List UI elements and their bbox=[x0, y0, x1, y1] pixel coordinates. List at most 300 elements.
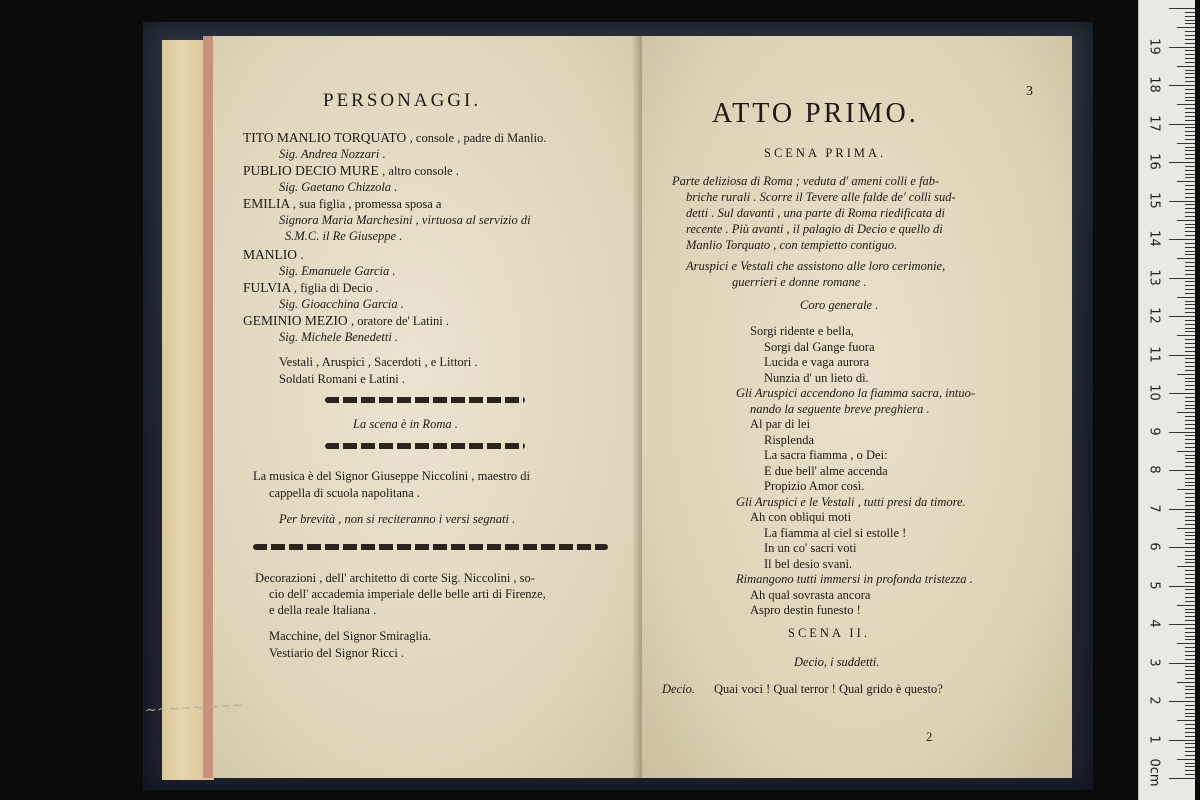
costumes-credit: Vestiario del Signor Ricci . bbox=[269, 646, 405, 660]
ruler-tick bbox=[1185, 112, 1195, 113]
ruler-tick bbox=[1185, 62, 1195, 63]
ruler-tick bbox=[1177, 335, 1195, 336]
act-title: ATTO PRIMO. bbox=[712, 98, 919, 129]
ruler-tick bbox=[1169, 509, 1195, 510]
ruler-tick bbox=[1177, 374, 1195, 375]
performer-continued: S.M.C. il Re Giuseppe . bbox=[285, 229, 403, 243]
ruler-tick bbox=[1185, 39, 1195, 40]
ruler-tick bbox=[1185, 339, 1195, 340]
ruler-tick bbox=[1185, 628, 1195, 629]
ruler-tick bbox=[1185, 193, 1195, 194]
setting-line: Parte deliziosa di Roma ; veduta d' ameni colli e fab- bbox=[672, 174, 940, 188]
ruler-tick bbox=[1185, 154, 1195, 155]
verse-line: Risplenda bbox=[764, 432, 814, 447]
ruler-tick bbox=[1185, 189, 1195, 190]
ruler-tick bbox=[1169, 393, 1195, 394]
ruler-tick bbox=[1185, 493, 1195, 494]
speech-line: Quai voci ! Qual terror ! Qual grido è questo? bbox=[714, 682, 943, 696]
measurement-ruler bbox=[1138, 0, 1195, 800]
ruler-tick bbox=[1177, 605, 1195, 606]
ruler-tick bbox=[1185, 485, 1195, 486]
ruler-tick bbox=[1185, 686, 1195, 687]
setting-note: La scena è in Roma . bbox=[353, 417, 458, 431]
ruler-tick bbox=[1185, 636, 1195, 637]
ruler-tick bbox=[1185, 35, 1195, 36]
ruler-tick bbox=[1169, 470, 1195, 471]
ruler-tick bbox=[1185, 462, 1195, 463]
cast-entry bbox=[243, 247, 304, 263]
cast-entry bbox=[243, 196, 441, 212]
ruler-tick bbox=[1185, 397, 1195, 398]
ruler-tick bbox=[1185, 439, 1195, 440]
left-page bbox=[203, 36, 655, 778]
ruler-tick bbox=[1185, 270, 1195, 271]
ruler-tick bbox=[1185, 732, 1195, 733]
verse-line: Aspro destin funesto ! bbox=[750, 603, 861, 617]
verse-line: Nunzia d' un lieto dì. bbox=[764, 370, 869, 385]
stage-direction: nando la seguente breve preghiera . bbox=[750, 401, 930, 416]
ruler-tick bbox=[1185, 743, 1195, 744]
music-credit-line: cappella di scuola napolitana . bbox=[269, 486, 420, 500]
ruler-tick bbox=[1185, 559, 1195, 560]
ruler-tick bbox=[1185, 570, 1195, 571]
ruler-tick bbox=[1185, 632, 1195, 633]
ruler-number: 10 bbox=[1146, 384, 1162, 401]
ruler-tick bbox=[1185, 716, 1195, 717]
ruler-tick bbox=[1185, 247, 1195, 248]
verse-line: Lucida e vaga aurora bbox=[764, 355, 870, 369]
ruler-tick bbox=[1185, 516, 1195, 517]
ruler-tick bbox=[1185, 120, 1195, 121]
ruler-tick bbox=[1185, 478, 1195, 479]
ruler-number: 18 bbox=[1146, 76, 1162, 93]
extras-line: Soldati Romani e Latini . bbox=[279, 372, 406, 386]
ruler-tick bbox=[1185, 328, 1195, 329]
character-name: PUBLIO DECIO MURE bbox=[243, 163, 379, 178]
ruler-tick bbox=[1185, 212, 1195, 213]
ruler-tick bbox=[1185, 108, 1195, 109]
decor-credit: e della reale Italiana . bbox=[269, 603, 377, 617]
performer: Signora Maria Marchesini , virtuosa al servizio di bbox=[279, 213, 531, 227]
ruler-tick bbox=[1185, 428, 1195, 429]
ruler-number: 4 bbox=[1146, 619, 1162, 628]
ruler-tick bbox=[1185, 43, 1195, 44]
ruler-tick bbox=[1185, 562, 1195, 563]
ruler-tick bbox=[1169, 547, 1195, 548]
ruler-tick bbox=[1185, 574, 1195, 575]
ruler-number: 7 bbox=[1146, 503, 1162, 513]
performer: Sig. Gaetano Chizzola . bbox=[279, 180, 398, 194]
ruler-tick bbox=[1185, 324, 1195, 325]
ruler-tick bbox=[1185, 81, 1195, 82]
ruler-tick bbox=[1185, 751, 1195, 752]
ruler-tick bbox=[1185, 408, 1195, 409]
ruler-tick bbox=[1185, 659, 1195, 660]
ruler-tick bbox=[1185, 351, 1195, 352]
ruler-tick bbox=[1169, 586, 1195, 587]
character-role: , oratore de' Latini . bbox=[350, 314, 450, 328]
ruler-tick bbox=[1185, 705, 1195, 706]
ruler-tick bbox=[1169, 316, 1195, 317]
ruler-tick bbox=[1185, 73, 1195, 74]
ruler-number: 5 bbox=[1146, 580, 1162, 590]
ruler-tick bbox=[1185, 674, 1195, 675]
verse-line: Sorgi dal Gange fuora bbox=[764, 339, 875, 354]
ruler-tick bbox=[1185, 697, 1195, 698]
ruler-tick bbox=[1177, 566, 1195, 567]
ruler-tick bbox=[1169, 432, 1195, 433]
ruler-tick bbox=[1185, 224, 1195, 225]
ruler-tick bbox=[1185, 227, 1195, 228]
performer: Sig. Gioacchina Garcia . bbox=[279, 297, 404, 311]
decor-credit: Decorazioni , dell' architetto di corte Sig. Niccolini , so- bbox=[255, 571, 535, 585]
verse-line: Al par di lei bbox=[750, 417, 811, 431]
ruler-number: 2 bbox=[1146, 696, 1162, 705]
ruler-tick bbox=[1177, 258, 1195, 259]
cast-heading: PERSONAGGI. bbox=[323, 90, 482, 111]
ruler-tick bbox=[1169, 201, 1195, 202]
ruler-tick bbox=[1185, 378, 1195, 379]
ruler-tick bbox=[1185, 755, 1195, 756]
ruler-number: 11 bbox=[1146, 345, 1162, 363]
ruler-tick bbox=[1177, 297, 1195, 298]
cast-entry bbox=[243, 163, 459, 179]
ruler-tick bbox=[1185, 424, 1195, 425]
ruler-tick bbox=[1185, 763, 1195, 764]
performer: Sig. Michele Benedetti . bbox=[279, 330, 399, 344]
ruler-tick bbox=[1185, 70, 1195, 71]
right-page bbox=[642, 36, 1072, 778]
ruler-tick bbox=[1169, 740, 1195, 741]
ruler-tick bbox=[1185, 747, 1195, 748]
ruler-tick bbox=[1185, 370, 1195, 371]
ruler-tick bbox=[1185, 381, 1195, 382]
character-role: , altro console . bbox=[382, 164, 459, 178]
ruler-number: 15 bbox=[1146, 191, 1162, 209]
ruler-tick bbox=[1185, 582, 1195, 583]
scene-characters: Decio, i suddetti. bbox=[794, 655, 880, 669]
ruler-tick bbox=[1177, 27, 1195, 28]
ruler-tick bbox=[1185, 443, 1195, 444]
brevity-note: Per brevità , non si reciteranno i versi segnati . bbox=[279, 512, 516, 526]
ruler-tick bbox=[1185, 639, 1195, 640]
ruler-tick bbox=[1185, 616, 1195, 617]
ruler-number: 19 bbox=[1146, 37, 1162, 55]
ruler-tick bbox=[1169, 663, 1195, 664]
ruler-number: 17 bbox=[1146, 114, 1162, 132]
ruler-number: 13 bbox=[1146, 268, 1162, 286]
characters-line: Aruspici e Vestali che assistono alle loro cerimonie, bbox=[686, 259, 946, 273]
ruler-tick bbox=[1177, 143, 1195, 144]
machines-credit: Macchine, del Signor Smiraglia. bbox=[269, 629, 432, 643]
ruler-tick bbox=[1185, 304, 1195, 305]
ruler-tick bbox=[1185, 578, 1195, 579]
ruler-tick bbox=[1185, 58, 1195, 59]
ruler-tick bbox=[1185, 416, 1195, 417]
character-name: EMILIA bbox=[243, 196, 290, 211]
ruler-tick bbox=[1185, 385, 1195, 386]
ruler-tick bbox=[1185, 405, 1195, 406]
character-role: , figlia di Decio . bbox=[293, 281, 379, 295]
ruler-tick bbox=[1185, 285, 1195, 286]
ruler-tick bbox=[1185, 728, 1195, 729]
performer: Sig. Andrea Nozzari . bbox=[279, 147, 386, 161]
ruler-tick bbox=[1185, 647, 1195, 648]
performer: Sig. Emanuele Garcia . bbox=[279, 264, 396, 278]
ruler-tick bbox=[1185, 312, 1195, 313]
ruler-tick bbox=[1185, 458, 1195, 459]
ruler-tick bbox=[1185, 177, 1195, 178]
ruler-tick bbox=[1185, 197, 1195, 198]
character-name: TITO MANLIO TORQUATO bbox=[243, 130, 407, 145]
ruler-tick bbox=[1177, 451, 1195, 452]
music-credit bbox=[253, 469, 530, 484]
ruler-tick bbox=[1185, 20, 1195, 21]
ruler-tick bbox=[1177, 220, 1195, 221]
ornamental-rule bbox=[253, 544, 608, 550]
setting-line: briche rurali . Scorre il Tevere alle falde de' colli sud- bbox=[686, 190, 956, 204]
verse-line: Ah con obliqui moti bbox=[750, 510, 852, 524]
character-name: GEMINIO MEZIO bbox=[243, 313, 348, 328]
stage-direction: Rimangono tutti immersi in profonda tristezza . bbox=[736, 572, 973, 586]
ruler-tick bbox=[1185, 254, 1195, 255]
scene-title: SCENA II. bbox=[788, 626, 870, 640]
ruler-tick bbox=[1185, 693, 1195, 694]
ruler-number: 9 bbox=[1146, 426, 1162, 436]
ruler-tick bbox=[1185, 736, 1195, 737]
ruler-tick bbox=[1185, 150, 1195, 151]
ruler-number: 16 bbox=[1146, 153, 1162, 170]
ruler-tick bbox=[1185, 266, 1195, 267]
ruler-tick bbox=[1185, 208, 1195, 209]
ruler-tick bbox=[1185, 532, 1195, 533]
ruler-tick bbox=[1185, 174, 1195, 175]
ruler-tick bbox=[1185, 12, 1195, 13]
ornamental-rule bbox=[325, 397, 525, 403]
cast-entry bbox=[243, 130, 546, 146]
ruler-tick bbox=[1185, 166, 1195, 167]
ruler-tick bbox=[1185, 54, 1195, 55]
ruler-tick bbox=[1169, 701, 1195, 702]
ruler-tick bbox=[1185, 724, 1195, 725]
ruler-tick bbox=[1185, 520, 1195, 521]
page-number: 3 bbox=[1026, 84, 1033, 99]
music-credit-line: La musica è del Signor Giuseppe Niccolini , maestro di bbox=[253, 469, 531, 483]
ruler-tick bbox=[1185, 320, 1195, 321]
ruler-tick bbox=[1185, 16, 1195, 17]
ruler-tick bbox=[1185, 389, 1195, 390]
ruler-tick bbox=[1185, 709, 1195, 710]
ruler-tick bbox=[1185, 666, 1195, 667]
ruler-tick bbox=[1185, 366, 1195, 367]
ruler-tick bbox=[1185, 135, 1195, 136]
ruler-tick bbox=[1177, 720, 1195, 721]
ruler-tick bbox=[1177, 643, 1195, 644]
stage-direction: Gli Aruspici accendono la fiamma sacra, intuo- bbox=[736, 386, 975, 400]
verse-line: Ah qual sovrasta ancora bbox=[750, 587, 871, 602]
ruler-tick bbox=[1185, 597, 1195, 598]
ruler-tick bbox=[1177, 489, 1195, 490]
ruler-tick bbox=[1185, 420, 1195, 421]
ruler-tick bbox=[1185, 539, 1195, 540]
ruler-tick bbox=[1185, 204, 1195, 205]
ruler-tick bbox=[1169, 778, 1195, 779]
signature-mark: 2 bbox=[926, 730, 933, 744]
ruler-tick bbox=[1185, 497, 1195, 498]
verse-line: In un co' sacri voti bbox=[764, 541, 857, 555]
decor-credit: cio dell' accademia imperiale delle belle arti di Firenze, bbox=[269, 587, 546, 601]
verse-line: Propizio Amor così. bbox=[764, 479, 865, 493]
ruler-tick bbox=[1185, 147, 1195, 148]
verse-line: La sacra fiamma , o Dei: bbox=[764, 448, 888, 462]
ruler-tick bbox=[1169, 124, 1195, 125]
setting-line: recente . Più avanti , il palagio di Decio e quello di bbox=[686, 222, 943, 236]
ruler-tick bbox=[1185, 158, 1195, 159]
ruler-number: 14 bbox=[1146, 230, 1162, 247]
ruler-tick bbox=[1185, 251, 1195, 252]
character-role: , console , padre di Manlio. bbox=[409, 131, 547, 145]
ruler-tick bbox=[1185, 139, 1195, 140]
ruler-tick bbox=[1185, 620, 1195, 621]
ruler-tick bbox=[1185, 331, 1195, 332]
ruler-tick bbox=[1169, 8, 1195, 9]
ruler-tick bbox=[1177, 412, 1195, 413]
ruler-tick bbox=[1185, 766, 1195, 767]
ruler-tick bbox=[1169, 624, 1195, 625]
ruler-number: 1 bbox=[1146, 734, 1162, 744]
ruler-tick bbox=[1177, 682, 1195, 683]
ruler-tick bbox=[1185, 31, 1195, 32]
ruler-tick bbox=[1185, 127, 1195, 128]
ruler-tick bbox=[1185, 93, 1195, 94]
ruler-tick bbox=[1185, 524, 1195, 525]
ruler-tick bbox=[1169, 355, 1195, 356]
ruler-tick bbox=[1185, 50, 1195, 51]
ruler-tick bbox=[1185, 435, 1195, 436]
ruler-tick bbox=[1185, 293, 1195, 294]
ruler-tick bbox=[1169, 239, 1195, 240]
ruler-tick bbox=[1185, 401, 1195, 402]
ruler-tick bbox=[1185, 131, 1195, 132]
ruler-tick bbox=[1185, 593, 1195, 594]
setting-line: Manlio Torquato , con tempietto contiguo. bbox=[686, 238, 898, 252]
cast-entry bbox=[243, 280, 379, 296]
ruler-tick bbox=[1169, 162, 1195, 163]
ruler-tick bbox=[1185, 100, 1195, 101]
ruler-tick bbox=[1177, 104, 1195, 105]
setting-line: detti . Sul davanti , una parte di Roma riedificata di bbox=[686, 206, 946, 220]
ruler-tick bbox=[1185, 289, 1195, 290]
ruler-tick bbox=[1185, 609, 1195, 610]
ruler-tick bbox=[1185, 505, 1195, 506]
ruler-tick bbox=[1185, 343, 1195, 344]
characters-line: guerrieri e donne romane . bbox=[732, 275, 867, 289]
ruler-number: 8 bbox=[1146, 465, 1162, 474]
ruler-tick bbox=[1185, 535, 1195, 536]
ruler-tick bbox=[1177, 759, 1195, 760]
ruler-tick bbox=[1185, 235, 1195, 236]
ruler-unit-label: 0cm bbox=[1146, 758, 1162, 787]
ruler-tick bbox=[1169, 278, 1195, 279]
ruler-tick bbox=[1185, 116, 1195, 117]
ruler-tick bbox=[1185, 23, 1195, 24]
ruler-tick bbox=[1185, 455, 1195, 456]
ruler-tick bbox=[1185, 655, 1195, 656]
ruler-tick bbox=[1185, 512, 1195, 513]
character-role: , sua figlia , promessa sposa a bbox=[292, 197, 442, 211]
speaker-name: Decio. bbox=[662, 682, 695, 696]
ruler-tick bbox=[1185, 216, 1195, 217]
bleed-through-stain: ~~~~~ ~~~ bbox=[144, 697, 244, 719]
ruler-tick bbox=[1185, 482, 1195, 483]
ruler-tick bbox=[1185, 474, 1195, 475]
ruler-tick bbox=[1185, 466, 1195, 467]
ruler-tick bbox=[1169, 85, 1195, 86]
ruler-tick bbox=[1185, 770, 1195, 771]
ruler-tick bbox=[1185, 274, 1195, 275]
ruler-tick bbox=[1185, 185, 1195, 186]
verse-line: E due bell' alme accenda bbox=[764, 463, 888, 478]
ruler-tick bbox=[1185, 589, 1195, 590]
ruler-tick bbox=[1185, 243, 1195, 244]
ruler-tick bbox=[1185, 601, 1195, 602]
verse-line: Il bel desio svanì. bbox=[764, 556, 853, 571]
ruler-tick bbox=[1185, 543, 1195, 544]
ruler-tick bbox=[1177, 528, 1195, 529]
ruler-tick bbox=[1185, 262, 1195, 263]
ruler-tick bbox=[1185, 281, 1195, 282]
ruler-tick bbox=[1185, 77, 1195, 78]
ruler-tick bbox=[1185, 774, 1195, 775]
verse-line: Sorgi ridente e bella, bbox=[750, 324, 854, 338]
ruler-tick bbox=[1185, 612, 1195, 613]
ruler-tick bbox=[1185, 551, 1195, 552]
ruler-tick bbox=[1185, 358, 1195, 359]
ruler-tick bbox=[1185, 678, 1195, 679]
ruler-tick bbox=[1185, 301, 1195, 302]
chorus-heading: Coro generale . bbox=[800, 298, 879, 312]
ornamental-rule bbox=[325, 443, 525, 449]
ruler-tick bbox=[1185, 89, 1195, 90]
ruler-tick bbox=[1185, 447, 1195, 448]
ruler-tick bbox=[1185, 231, 1195, 232]
ruler-tick bbox=[1185, 308, 1195, 309]
ruler-tick bbox=[1185, 555, 1195, 556]
extras-line: Vestali , Aruspici , Sacerdoti , e Littori . bbox=[279, 355, 478, 369]
ruler-tick bbox=[1185, 713, 1195, 714]
stage-direction: Gli Aruspici e le Vestali , tutti presi da timore. bbox=[736, 494, 966, 509]
ruler-tick bbox=[1185, 689, 1195, 690]
ruler-number: 6 bbox=[1146, 542, 1162, 551]
character-name: FULVIA bbox=[243, 280, 291, 295]
ruler-tick bbox=[1185, 347, 1195, 348]
ruler-tick bbox=[1177, 181, 1195, 182]
cast-entry bbox=[243, 313, 449, 329]
ruler-tick bbox=[1169, 47, 1195, 48]
ruler-tick bbox=[1185, 362, 1195, 363]
ruler-tick bbox=[1177, 66, 1195, 67]
scene-title: SCENA PRIMA. bbox=[764, 146, 887, 160]
ruler-number: 3 bbox=[1146, 657, 1162, 667]
verse-line: La fiamma al ciel si estolle ! bbox=[764, 525, 907, 540]
character-name: MANLIO . bbox=[243, 247, 304, 262]
ruler-tick bbox=[1185, 670, 1195, 671]
ruler-number: 12 bbox=[1146, 307, 1162, 324]
ruler-tick bbox=[1185, 170, 1195, 171]
ruler-tick bbox=[1185, 97, 1195, 98]
ruler-tick bbox=[1185, 651, 1195, 652]
ruler-tick bbox=[1185, 501, 1195, 502]
